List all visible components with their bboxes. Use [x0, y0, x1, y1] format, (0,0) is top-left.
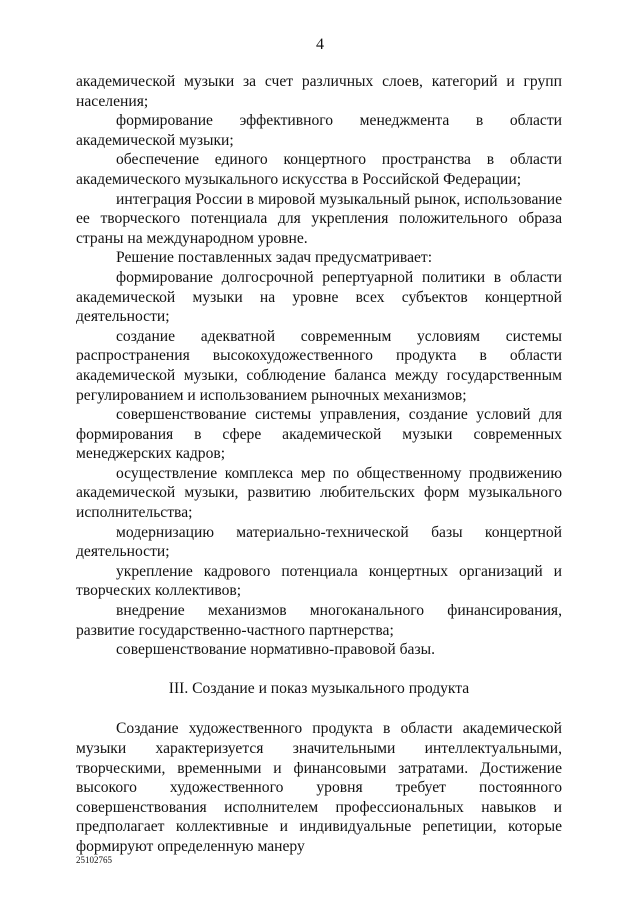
paragraph: совершенствование системы управления, создание условий для формирования в сфере академической музыки современных менеджерских кадров;	[76, 406, 562, 463]
paragraph: укрепление кадрового потенциала концертных организаций и творческих коллективов;	[76, 562, 562, 600]
paragraph: Создание художественного продукта в области академической музыки характеризуется значительными интеллектуальными, творческими, временными и финансовыми затратами. Достижение высокого художественного уровня требует постоянного совершенствования исполнителем профессиональных навыков и предполагает коллективные и индивидуальные репетиции, которые формируют определенную манеру	[76, 720, 562, 855]
paragraph: внедрение механизмов многоканального финансирования, развитие государственно-частного партнерства;	[76, 602, 562, 639]
paragraph: формирование долгосрочной репертуарной политики в области академической музыки на уровне всех субъектов концертной деятельности;	[76, 268, 562, 326]
paragraph: формирование эффективного менеджмента в области академической музыки;	[76, 112, 562, 149]
paragraph: обеспечение единого концертного пространства в области академического музыкального искусства в Российской Федерации;	[76, 151, 562, 188]
document-code: 25102765	[76, 855, 112, 865]
paragraph: интеграция России в мировой музыкальный рынок, использование ее творческого потенциала для укрепления положительного образа страны на международном уровне.	[76, 190, 562, 247]
paragraph: модернизацию материально-технической базы концертной деятельности;	[76, 523, 562, 561]
paragraph: осуществление комплекса мер по общественному продвижению академической музыки, развитию любительских форм музыкального исполнительства;	[76, 464, 562, 522]
page-number: 4	[316, 36, 324, 53]
paragraph: совершенствование нормативно-правовой базы.	[116, 641, 436, 659]
paragraph: академической музыки за счет различных слоев, категорий и групп населения;	[76, 73, 562, 110]
section-heading: III. Создание и показ музыкального продукта	[168, 679, 470, 697]
paragraph: создание адекватной современным условиям системы распространения высокохудожественного продукта в области академической музыки, соблюдение баланса между государственным регулированием и использованием рыночных механизмов;	[76, 327, 562, 404]
document-body	[76, 72, 562, 857]
paragraph: Решение поставленных задач предусматривает:	[116, 249, 433, 267]
